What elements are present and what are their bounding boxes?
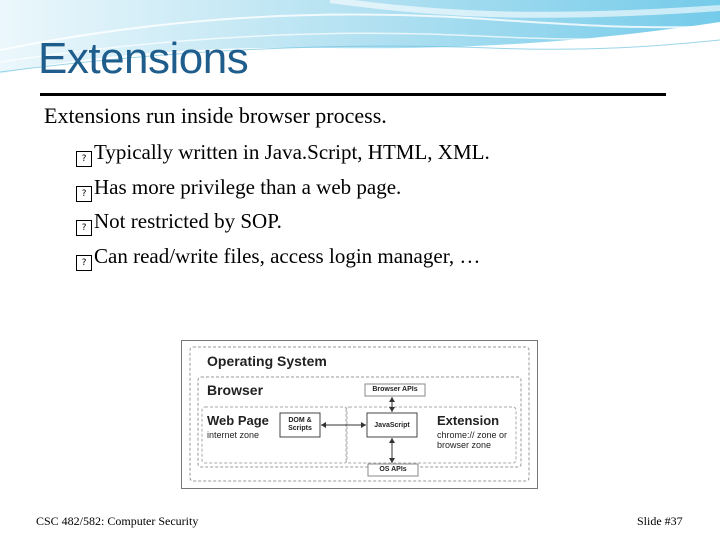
lead-statement: Extensions run inside browser process. xyxy=(44,103,387,128)
bullet-item xyxy=(76,208,490,243)
bullet-list xyxy=(76,139,490,277)
bullet-item xyxy=(76,174,490,209)
title-divider xyxy=(40,93,666,96)
os-label: Operating System xyxy=(207,353,327,369)
missing-glyph-icon: ? xyxy=(76,186,92,202)
missing-glyph-icon: ? xyxy=(76,255,92,271)
bullet-item xyxy=(76,139,490,174)
bullet-item xyxy=(76,243,490,278)
bullet-text: Has more privilege than a web page. xyxy=(94,174,402,199)
missing-glyph-icon: ? xyxy=(76,220,92,236)
bullet-text: Can read/write files, access login manager, … xyxy=(94,243,481,268)
browser-label: Browser xyxy=(207,382,264,398)
footer-course: CSC 482/582: Computer Security xyxy=(36,514,199,528)
dom-scripts-label: DOM & Scripts xyxy=(288,417,312,432)
webpage-zone-label: internet zone xyxy=(207,430,260,440)
extension-zone-label: chrome:// zone or browser zone xyxy=(437,430,508,450)
architecture-diagram xyxy=(181,340,538,489)
javascript-label: JavaScript xyxy=(374,422,410,429)
os-apis-label: OS APIs xyxy=(379,466,407,473)
bullet-text: Typically written in Java.Script, HTML, XML. xyxy=(94,140,490,164)
extension-label: Extension xyxy=(437,413,500,428)
bullet-text: Not restricted by SOP. xyxy=(94,209,282,233)
browser-apis-label: Browser APIs xyxy=(372,386,418,393)
webpage-label: Web Page xyxy=(207,413,269,428)
slide-title: Extensions xyxy=(38,34,249,83)
footer-slide-number: Slide #37 xyxy=(637,514,683,528)
missing-glyph-icon: ? xyxy=(76,151,92,167)
